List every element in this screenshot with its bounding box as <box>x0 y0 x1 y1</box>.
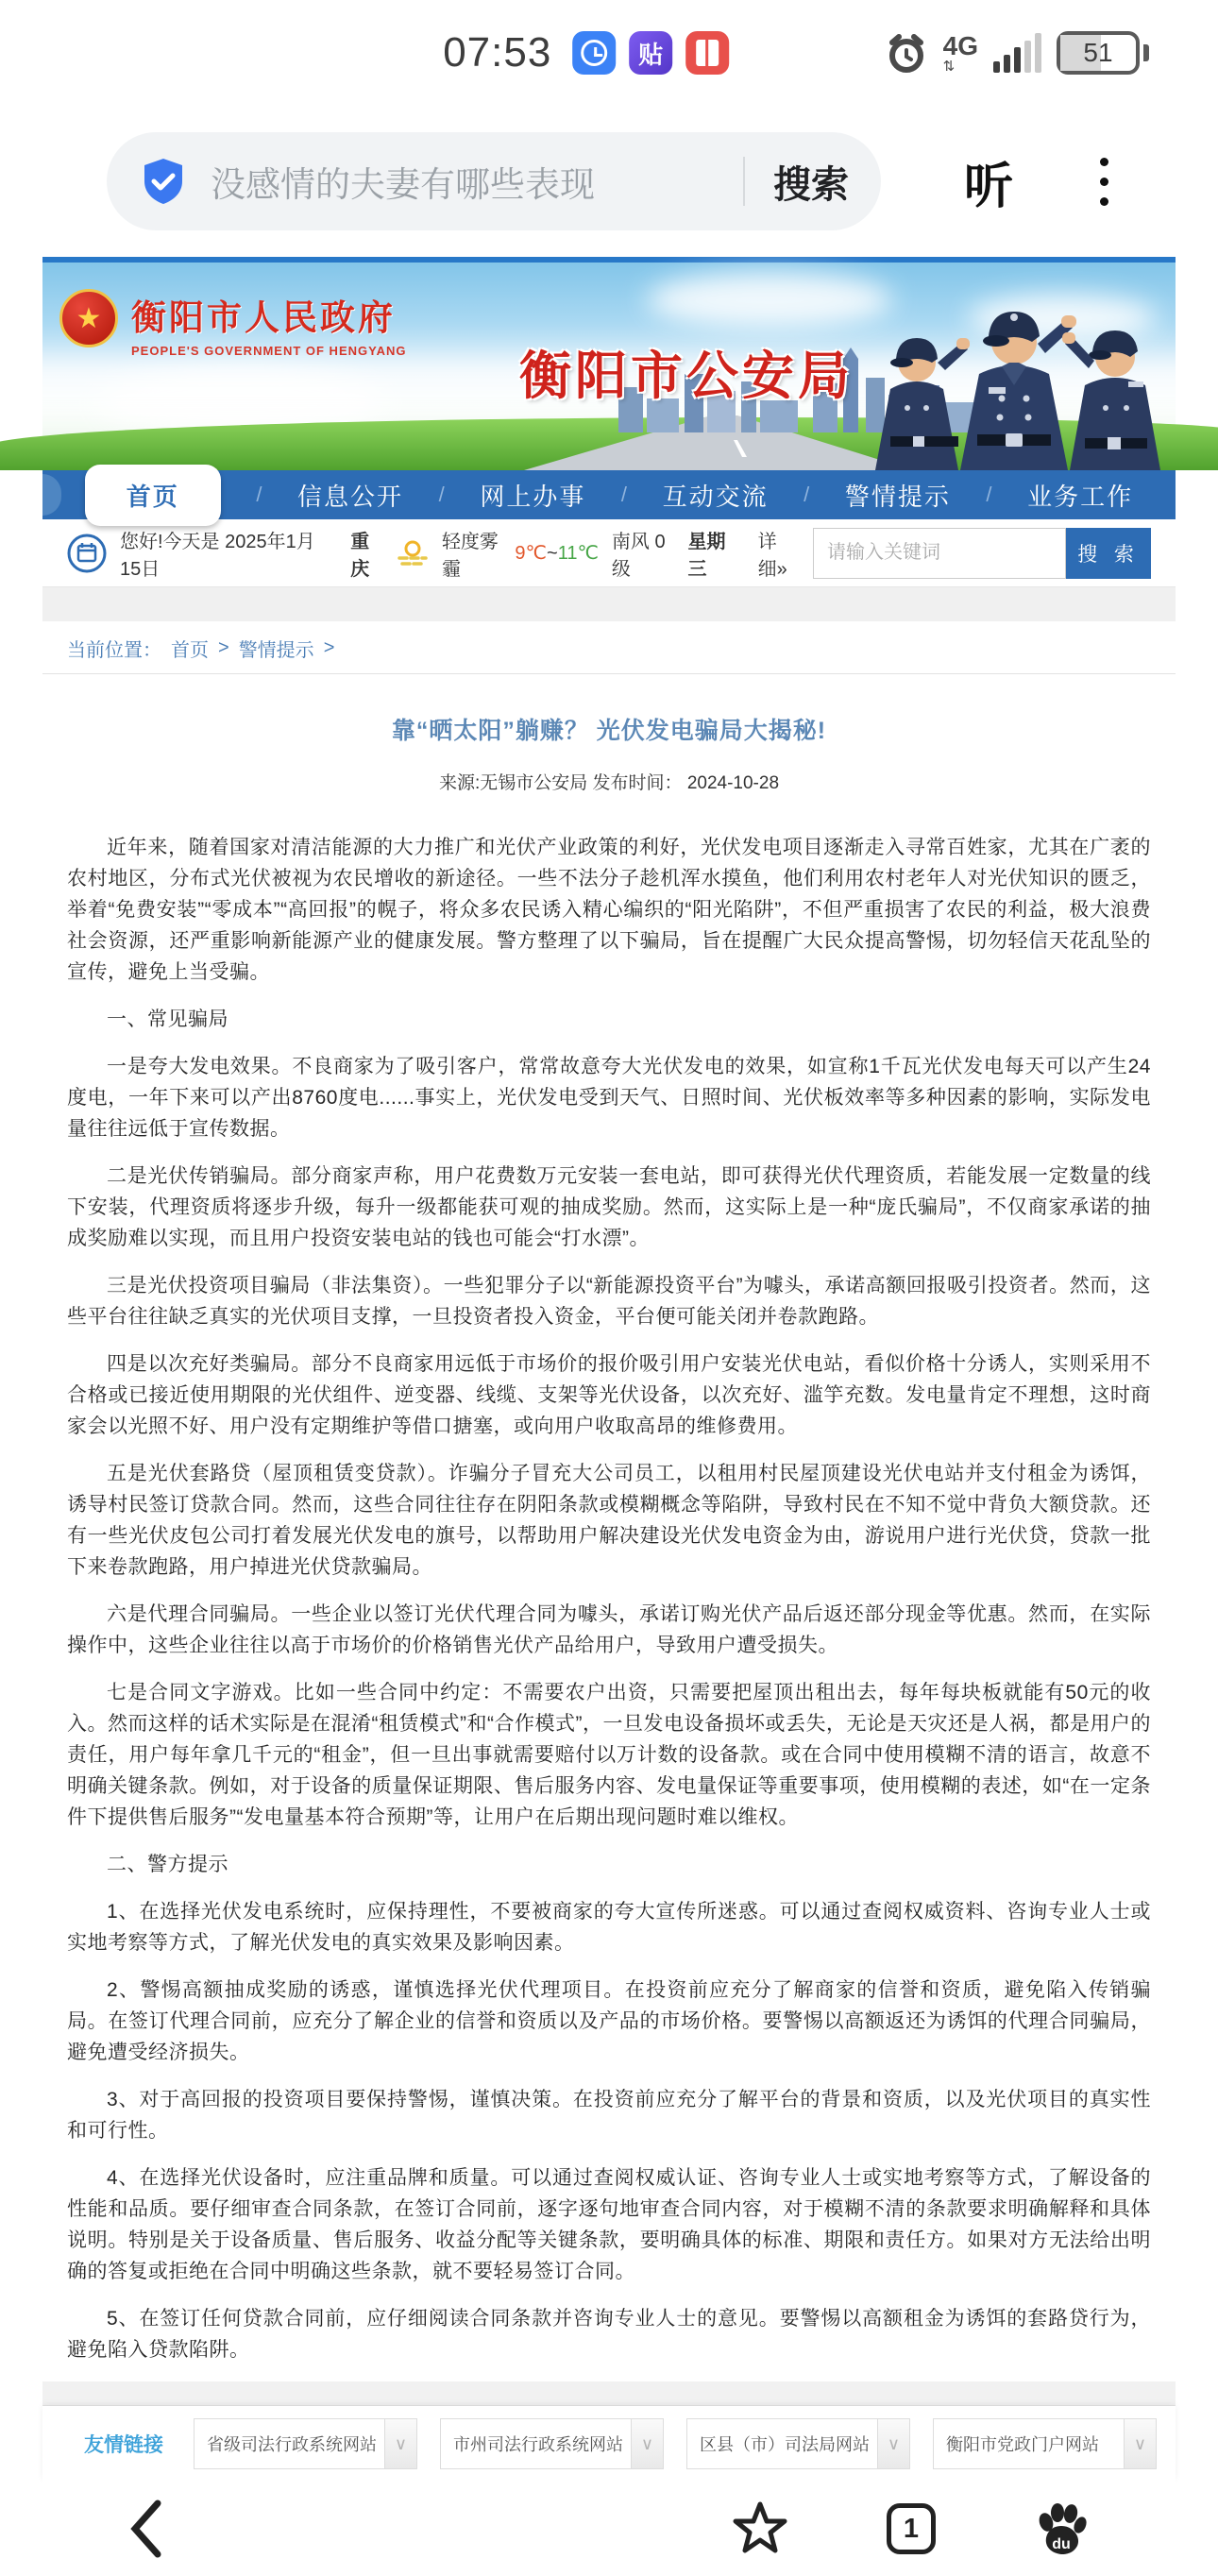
temp-high: 11℃ <box>557 543 599 564</box>
site-search-button[interactable]: 搜 索 <box>1066 528 1151 579</box>
kebab-menu-icon[interactable] <box>1100 158 1108 206</box>
nav-item[interactable]: 业务工作 <box>1027 482 1134 511</box>
listen-button[interactable]: 听 <box>964 159 1014 214</box>
battery-icon <box>1057 31 1140 75</box>
chevron-down-icon: ∨ <box>877 2419 909 2468</box>
cloud-illustration <box>647 272 892 329</box>
browser-toolbar <box>42 2482 1176 2576</box>
nav-item[interactable]: 网上办事 <box>480 482 586 511</box>
article-body <box>67 832 1151 2365</box>
article-paragraph: 七是合同文字游戏。比如一些合同中约定：不需要农户出资，只需要把屋顶出租出去，每年每块板就能有50元的收入。然而这样的话术实际是在混淆“租赁模式”和“合作模式”，一旦发电设备损坏或丢失，无论是天灾还是人祸，都是用户的责任，用户每年拿几千元的“租金”，但一旦出事就需要赔付以万计数的设备款。或在合同中使用模糊不清的语言，故意不明确关键条款。例如，对于设备的质量保证期限、售后服务内容、发电量保证等重要事项，使用模糊的表述，如“在一定条件下提供售后服务”“发电量基本符合预期”等，让用户在后期出现问题时难以维权。 <box>67 1682 1151 1828</box>
breadcrumb <box>42 621 1176 674</box>
article-paragraph: 4、在选择光伏设备时，应注重品牌和质量。可以通过查阅权威认证、咨询专业人士或实地考察等方式，了解设备的性能和品质。要仔细审查合同条款，在签订合同前，逐字逐句地审查合同内容，对于模糊不清的条款要求明确解释和具体说明。特别是关于设备质量、售后服务、收益分配等关键条款，要明确具体的标准、期限和责任方。如果对方无法给出明确的答复或拒绝在合同中明确这些条款，就不要轻易签订合同。 <box>67 2167 1151 2282</box>
gov-name-en: PEOPLE'S GOVERNMENT OF HENGYANG <box>131 344 407 358</box>
signal-bars-icon <box>993 33 1041 73</box>
friend-links-label: 友情链接 <box>84 2434 163 2456</box>
nav-item[interactable]: 信息公开 <box>297 482 404 511</box>
article-paragraph: 1、在选择光伏发电系统时，应保持理性，不要被商家的夸大宣传所迷惑。可以通过查阅权威资料、咨询专业人士或实地考察等方式，了解光伏发电的真实效果及影响因素。 <box>67 1901 1151 1954</box>
national-emblem-icon: ★ <box>59 289 118 347</box>
article-paragraph: 一、常见骗局 <box>107 1008 228 1030</box>
tieba-app-icon: 贴 <box>629 31 672 75</box>
article-paragraph: 五是光伏套路贷（屋顶租赁变贷款）。诈骗分子冒充大公司员工，以租用村民屋顶建设光伏电站并支付租金为诱饵，诱导村民签订贷款合同。然而，这些合同往往存在阴阳条款或模糊概念等陷阱，导致村民在不知不觉中背负大额贷款。还有一些光伏皮包公司打着发展光伏发电的旗号，以帮助用户解决建设光伏发电资金为由，游说用户进行光伏贷，贷款一批下来卷款跑路，用户掉进光伏贷款骗局。 <box>67 1463 1151 1578</box>
article-title: 靠“晒太阳”躺赚？ 光伏发电骗局大揭秘! <box>391 718 827 744</box>
nav-separator: / <box>256 483 262 506</box>
chevron-down-icon: ∨ <box>384 2419 416 2468</box>
article-paragraph: 2、警惕高额抽成奖励的诱惑，谨慎选择光伏代理项目。在投资前应充分了解商家的信誉和资质，避免陷入传销骗局。在签订代理合同前，应充分了解企业的信誉和资质以及产品的市场价格。要警惕以高额返还为诱饵的代理合同骗局，避免遭受经济损失。 <box>67 1979 1151 2063</box>
keyword-input[interactable] <box>813 528 1066 579</box>
battery-percent: 51 <box>1083 38 1113 67</box>
article-paragraph: 3、对于高回报的投资项目要保持警惕，谨慎决策。在投资前应充分了解平台的背景和资质，以及光伏项目的真实性和可行性。 <box>67 2089 1151 2142</box>
weather-detail-link[interactable]: 详细» <box>757 531 787 580</box>
article-paragraph: 近年来，随着国家对清洁能源的大力推广和光伏产业政策的利好，光伏发电项目逐渐走入寻常百姓家，尤其在广袤的农村地区，分布式光伏被视为农民增收的新途径。一些不法分子趁机浑水摸鱼，他们利用农村老年人对光伏知识的匮乏，举着“免费安装”“零成本”“高回报”的幌子，将众多农民诱入精心编织的“阳光陷阱”，不但严重损害了农民的利益，极大浪费社会资源，还严重影响新能源产业的健康发展。警方整理了以下骗局，旨在提醒广大民众提高警惕，切勿轻信天花乱坠的宣传，避免上当受骗。 <box>67 837 1151 983</box>
nav-item[interactable]: 首页 <box>85 465 221 526</box>
nav-separator: / <box>620 483 628 506</box>
greeting-text: 您好!今天是 2025年1月15日 <box>120 531 315 580</box>
svg-text:du: du <box>1052 2536 1071 2552</box>
tabs-icon[interactable]: 1 <box>887 2503 936 2554</box>
weather-weekday: 星期三 <box>687 531 726 580</box>
article-paragraph: 5、在签订任何贷款合同前，应仔细阅读合同条款并咨询专业人士的意见。要警惕以高额租金为诱饵的套路贷行为，避免陷入贷款陷阱。 <box>67 2308 1151 2361</box>
main-nav <box>42 470 1176 519</box>
friend-link-select[interactable] <box>686 2418 910 2469</box>
police-officers-illustration <box>858 276 1170 470</box>
star-icon[interactable] <box>732 2500 788 2557</box>
article-paragraph: 六是代理合同骗局。一些企业以签订光伏代理合同为噱头，承诺订购光伏产品后返还部分现金等优惠。然而，在实际操作中，这些企业往往以高于市场价的价格销售光伏产品给用户，导致用户遭受损失。 <box>67 1603 1151 1656</box>
status-center <box>443 29 729 76</box>
article-paragraph: 三是光伏投资项目骗局（非法集资）。一些犯罪分子以“新能源投资平台”为噱头，承诺高额回报吸引投资者。然而，这些平台往往缺乏真实的光伏项目支撑，一旦投资者投入资金，平台便可能关闭并卷款跑路。 <box>67 1275 1151 1328</box>
gray-spacer <box>42 587 1176 621</box>
article-meta: 来源:无锡市公安局 发布时间： 2024-10-28 <box>438 773 780 793</box>
alarm-clock-icon <box>885 31 928 75</box>
gov-logo <box>59 289 406 358</box>
pill-divider <box>743 157 745 206</box>
phone-screen <box>42 0 1176 2552</box>
nav-separator: / <box>438 483 445 506</box>
breadcrumb-section[interactable]: 警情提示 <box>238 640 314 661</box>
article-paragraph: 二是光伏传销骗局。部分商家声称，用户花费数万元安装一套电站，即可获得光伏代理资质，若能发展一定数量的线下安装，代理资质将逐步升级，每升一级都能获可观的抽成奖励。然而，这实际上是一种“庞氏骗局”，不仅商家承诺的抽成奖励难以实现，而且用户投资安装电站的钱也可能会“打水漂”。 <box>67 1165 1151 1249</box>
friend-link-select[interactable] <box>194 2418 417 2469</box>
friend-link-select[interactable] <box>933 2418 1157 2469</box>
calendar-icon <box>67 534 107 573</box>
books-app-icon <box>685 31 729 75</box>
shield-check-icon <box>139 157 188 206</box>
breadcrumb-prefix: 当前位置： <box>67 640 161 661</box>
footer-strip <box>42 2381 1176 2406</box>
breadcrumb-separator: > <box>323 637 335 658</box>
nav-item[interactable]: 警情提示 <box>844 482 951 511</box>
clock-time: 07:53 <box>443 29 552 76</box>
nav-item[interactable]: 互动交流 <box>662 482 769 511</box>
chevron-down-icon: ∨ <box>1124 2419 1156 2468</box>
alarm-app-icon <box>572 31 616 75</box>
article <box>42 674 1176 2365</box>
friend-link-label: 区县（市）司法局网站 <box>700 2435 870 2454</box>
nav-separator: / <box>804 483 810 506</box>
gov-name: 衡阳市人民政府 <box>131 298 396 337</box>
breadcrumb-separator: > <box>218 637 229 658</box>
temp-low: 9℃ <box>515 543 547 564</box>
site-search <box>813 528 1151 579</box>
search-query-text[interactable]: 没感情的夫妻有哪些表现 <box>211 165 595 204</box>
nav-edge-decoration <box>42 474 61 516</box>
info-bar: 您好!今天是 2025年1月15日 重庆 轻度雾霾 9℃~11℃ 南风 0级 星期三 详细» 请输入关键词 搜 索 <box>42 519 1176 587</box>
article-paragraph: 四是以次充好类骗局。部分不良商家用远低于市场价的报价吸引用户安装光伏电站，看似价格十分诱人，实则采用不合格或已接近使用期限的光伏组件、逆变器、线缆、支架等光伏设备，以次充好、滥竽充数。发电量肯定不理想，这时商家会以光照不好、用户没有定期维护等借口搪塞，或向用户收取高昂的维修费用。 <box>67 1353 1151 1437</box>
network-indicator: 4G ⇅ <box>942 30 978 75</box>
weather-wind: 南风 0级 <box>611 531 666 580</box>
status-bar <box>42 0 1176 106</box>
back-icon[interactable] <box>129 2500 161 2558</box>
breadcrumb-home[interactable]: 首页 <box>171 640 209 661</box>
search-go-button[interactable]: 搜索 <box>773 163 849 206</box>
article-paragraph: 一是夸大发电效果。不良商家为了吸引客户，常常故意夸大光伏发电的效果，如宣称1千瓦光伏发电每天可以产生24度电，一年下来可以产出8760度电......事实上，光伏发电受到天气、日照时间、光伏板效率等多种因素的影响，实际发电量往往远低于宣传数据。 <box>67 1056 1151 1140</box>
friend-link-label: 衡阳市党政门户网站 <box>946 2435 1099 2454</box>
banner-top-line <box>42 257 1176 263</box>
article-paragraph: 二、警方提示 <box>107 1854 228 1875</box>
weather-condition: 轻度雾霾 <box>441 531 499 580</box>
friend-links-bar <box>42 2406 1176 2482</box>
chevron-down-icon: ∨ <box>631 2419 663 2468</box>
weather-city[interactable]: 重庆 <box>350 531 370 580</box>
site-banner <box>42 257 1176 470</box>
friend-link-label: 市州司法行政系统网站 <box>453 2435 623 2454</box>
friend-link-label: 省级司法行政系统网站 <box>207 2435 377 2454</box>
nav-separator: / <box>986 483 992 506</box>
address-search-pill[interactable] <box>107 132 881 230</box>
site-title: 衡阳市公安局 <box>519 347 854 405</box>
fog-haze-icon <box>397 539 429 568</box>
status-right <box>885 31 1149 75</box>
baidu-icon[interactable] <box>1034 2501 1089 2556</box>
friend-link-select[interactable] <box>440 2418 664 2469</box>
battery-nub <box>1143 44 1149 61</box>
browser-search-bar <box>42 106 1176 257</box>
